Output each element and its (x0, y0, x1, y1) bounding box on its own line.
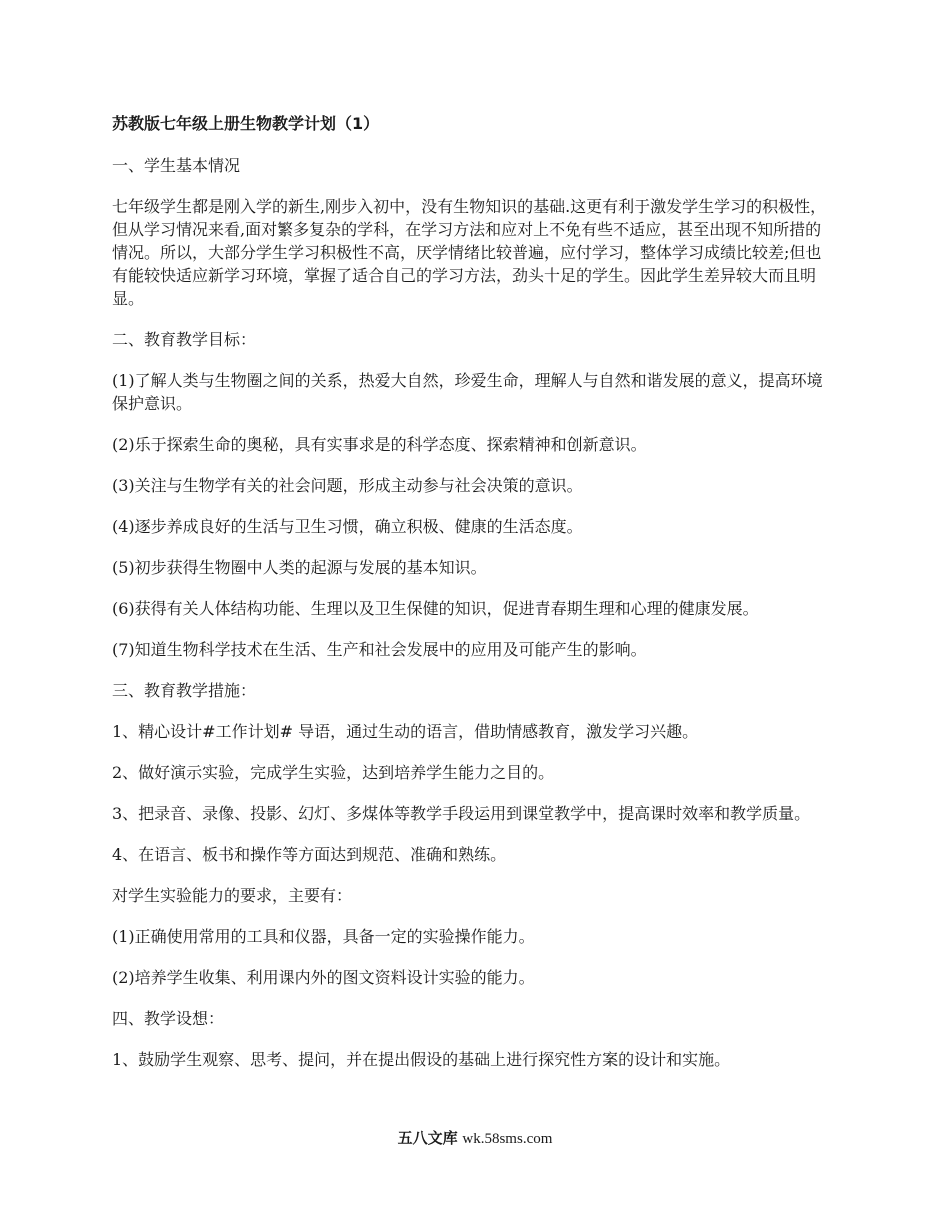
footer-brand: 五八文库 (397, 1129, 458, 1147)
goal-item-3: (3)关注与生物学有关的社会问题，形成主动参与社会决策的意识。 (112, 476, 583, 495)
measure-item-4: 4、在语言、板书和操作等方面达到规范、准确和熟练。 (112, 845, 507, 864)
experiment-requirement-1: (1)正确使用常用的工具和仪器，具备一定的实验操作能力。 (112, 927, 535, 946)
goal-item-2: (2)乐于探索生命的奥秘，具有实事求是的科学态度、探索精神和创新意识。 (112, 435, 647, 454)
experiment-requirement-2: (2)培养学生收集、利用课内外的图文资料设计实验的能力。 (112, 968, 535, 987)
experiment-requirements-intro: 对学生实验能力的要求，主要有： (112, 886, 353, 905)
page-footer (0, 1127, 950, 1148)
goal-item-1: (1)了解人类与生物圈之间的关系，热爱大自然，珍爱生命，理解人与自然和谐发展的意义，提高环境保护意识。 (112, 371, 823, 413)
footer-domain: wk.58sms.com (462, 1131, 553, 1147)
idea-item-1: 1、鼓励学生观察、思考、提问，并在提出假设的基础上进行探究性方案的设计和实施。 (112, 1050, 731, 1069)
goal-item-7: (7)知道生物科学技术在生活、生产和社会发展中的应用及可能产生的影响。 (112, 640, 647, 659)
document-title: 苏教版七年级上册生物教学计划（1） (112, 114, 380, 133)
paragraph-student-situation: 七年级学生都是刚入学的新生,刚步入初中，没有生物知识的基础.这更有利于激发学生学习的积极性，但从学习情况来看,面对繁多复杂的学科，在学习方法和应对上不免有些不适应，甚至出现不知所措的情况。所以，大部分学生学习积极性不高，厌学情绪比较普遍，应付学习，整体学习成绩比较差;但也有能较快适应新学习环境，掌握了适合自己的学习方法，劲头十足的学生。因此学生差异较大而且明显。 (112, 197, 827, 308)
measure-item-1: 1、精心设计#工作计划# 导语，通过生动的语言，借助情感教育，激发学习兴趣。 (112, 722, 699, 741)
section-heading-1: 一、学生基本情况 (112, 156, 241, 175)
section-heading-3: 三、教育教学措施： (112, 681, 257, 700)
goal-item-6: (6)获得有关人体结构功能、生理以及卫生保健的知识，促进青春期生理和心理的健康发展。 (112, 599, 759, 618)
section-heading-4: 四、教学设想： (112, 1009, 225, 1028)
document-page (112, 112, 832, 1089)
measure-item-2: 2、做好演示实验，完成学生实验，达到培养学生能力之目的。 (112, 763, 555, 782)
section-heading-2: 二、教育教学目标： (112, 330, 257, 349)
goal-item-5: (5)初步获得生物圈中人类的起源与发展的基本知识。 (112, 558, 487, 577)
measure-item-3: 3、把录音、录像、投影、幻灯、多煤体等教学手段运用到课堂教学中，提高课时效率和教学质量。 (112, 804, 811, 823)
goal-item-4: (4)逐步养成良好的生活与卫生习惯，确立积极、健康的生活态度。 (112, 517, 583, 536)
